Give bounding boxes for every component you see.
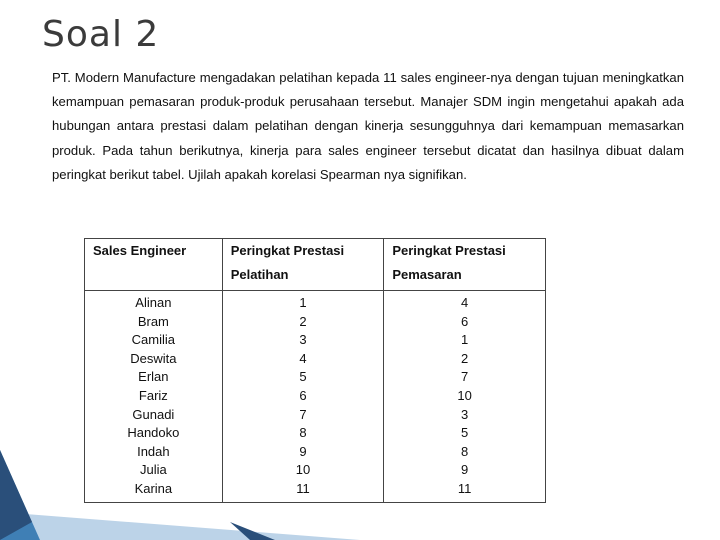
cell-marketing-rank: 2 — [384, 350, 546, 369]
cell-sales-engineer: Julia — [85, 461, 223, 480]
cell-training-rank: 3 — [222, 331, 384, 350]
cell-training-rank: 2 — [222, 313, 384, 332]
table-row — [85, 387, 546, 406]
table-row — [85, 406, 546, 425]
header-label: Peringkat Prestasi — [230, 243, 345, 258]
corner-decoration — [0, 450, 360, 540]
cell-marketing-rank: 1 — [384, 331, 546, 350]
cell-sales-engineer: Deswita — [85, 350, 223, 369]
table-row — [85, 291, 546, 313]
cell-training-rank: 9 — [222, 443, 384, 462]
cell-sales-engineer: Handoko — [85, 424, 223, 443]
cell-marketing-rank: 4 — [384, 291, 546, 313]
cell-training-rank: 10 — [222, 461, 384, 480]
cell-sales-engineer: Fariz — [85, 387, 223, 406]
table-row — [85, 313, 546, 332]
header-label: Pemasaran — [392, 267, 462, 282]
header-training-rank — [222, 239, 384, 291]
table-row — [85, 350, 546, 369]
header-label: Peringkat Prestasi — [392, 243, 506, 258]
cell-sales-engineer: Erlan — [85, 368, 223, 387]
cell-sales-engineer: Gunadi — [85, 406, 223, 425]
cell-training-rank: 4 — [222, 350, 384, 369]
cell-marketing-rank: 9 — [384, 461, 546, 480]
cell-marketing-rank: 3 — [384, 406, 546, 425]
cell-training-rank: 5 — [222, 368, 384, 387]
cell-training-rank: 11 — [222, 480, 384, 502]
table-row — [85, 368, 546, 387]
cell-training-rank: 7 — [222, 406, 384, 425]
cell-sales-engineer: Alinan — [85, 291, 223, 313]
cell-marketing-rank: 6 — [384, 313, 546, 332]
cell-sales-engineer: Bram — [85, 313, 223, 332]
cell-sales-engineer: Indah — [85, 443, 223, 462]
cell-training-rank: 1 — [222, 291, 384, 313]
header-marketing-rank — [384, 239, 546, 291]
table-header-row — [85, 239, 546, 291]
header-label: Sales Engineer — [93, 243, 187, 258]
cell-training-rank: 8 — [222, 424, 384, 443]
header-sales-engineer — [85, 239, 223, 291]
cell-marketing-rank: 8 — [384, 443, 546, 462]
cell-training-rank: 6 — [222, 387, 384, 406]
cell-sales-engineer: Camilia — [85, 331, 223, 350]
cell-marketing-rank: 7 — [384, 368, 546, 387]
header-label: Pelatihan — [230, 267, 289, 282]
cell-marketing-rank: 11 — [384, 480, 546, 502]
table-row — [85, 331, 546, 350]
problem-statement: PT. Modern Manufacture mengadakan pelatihan kepada 11 sales engineer-nya dengan tujuan meningkatkan kemampuan pemasaran produk-produk perusahaan tersebut. Manajer SDM ingin mengetahui apakah ada hubungan antara prestasi dalam pelatihan dengan kinerja sesungguhnya dari kemampuan memasarkan produk. Pada tahun berikutnya, kinerja para sales engineer tersebut dicatat dan hasilnya dibuat dalam peringkat berikut tabel. Ujilah apakah korelasi Spearman nya signifikan. — [52, 70, 684, 182]
cell-marketing-rank: 5 — [384, 424, 546, 443]
cell-marketing-rank: 10 — [384, 387, 546, 406]
corner-light-wedge — [0, 512, 360, 540]
slide-title: Soal 2 — [42, 14, 160, 55]
cell-sales-engineer: Karina — [85, 480, 223, 502]
table-row — [85, 424, 546, 443]
